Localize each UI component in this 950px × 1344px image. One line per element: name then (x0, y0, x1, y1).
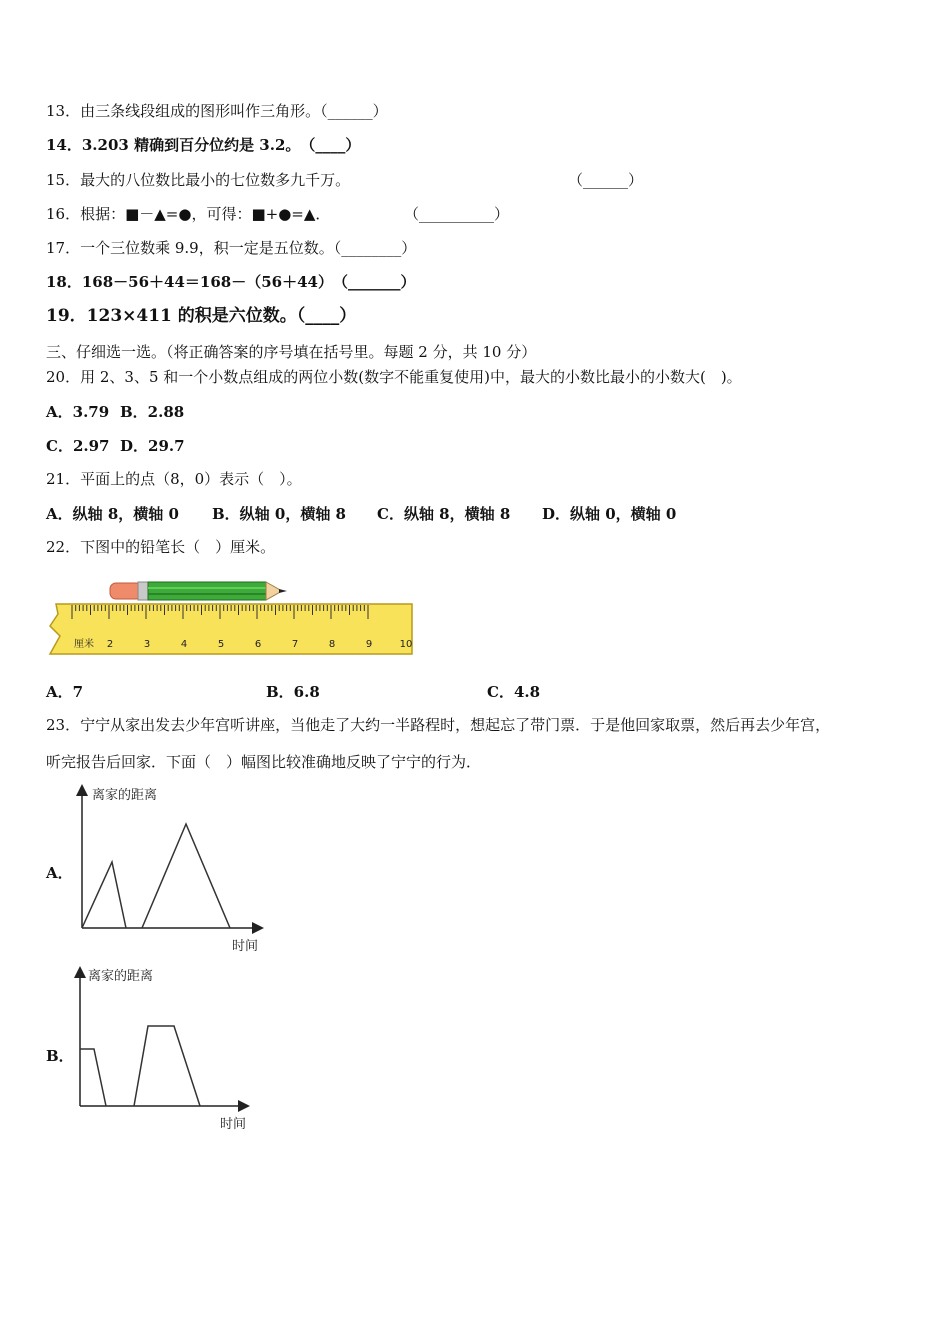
q22-option-a: A．7 (46, 683, 84, 701)
ruler-number: 9 (365, 639, 373, 650)
ruler-number: 10 (399, 639, 413, 650)
q21-option-c: C．纵轴 8，横轴 8 (377, 505, 511, 523)
graph-b-x-label: 时间 (220, 1117, 247, 1132)
question-17: 17．一个三位数乘 9.9，积一定是五位数。（________） (46, 239, 417, 257)
q21-option-b: B．纵轴 0，横轴 8 (212, 505, 346, 523)
graph-b-y-label: 离家的距离 (88, 969, 154, 984)
pencil-icon (110, 582, 287, 600)
question-22: 22．下图中的铅笔长（ ）厘米。 (46, 538, 276, 556)
question-15-blank: （______） (568, 171, 644, 189)
question-20: 20．用 2、3、5 和一个小数点组成的两位小数(数字不能重复使用)中，最大的小数比最小的小数大( )。 (46, 368, 742, 386)
q20-option-b: B．2.88 (120, 403, 185, 421)
graph-a-y-label: 离家的距离 (92, 788, 158, 803)
q21-option-d: D．纵轴 0，横轴 0 (542, 505, 677, 523)
question-19: 19．123×411 的积是六位数。（____） (46, 306, 357, 326)
ruler-number: 4 (180, 639, 188, 650)
q23-option-a-label: A． (46, 864, 73, 882)
graph-b-trip-2 (134, 1026, 200, 1106)
ruler-number: 5 (217, 639, 225, 650)
q20-option-d: D．29.7 (120, 437, 185, 455)
graph-b (68, 964, 258, 1136)
ruler-number: 2 (106, 639, 114, 650)
ruler-number: 6 (254, 639, 262, 650)
question-13: 13．由三条线段组成的图形叫作三角形。（______） (46, 102, 388, 120)
q22-option-b: B．6.8 (266, 683, 320, 701)
graph-a-trip-2 (142, 824, 230, 928)
ruler-number: 3 (143, 639, 151, 650)
question-21: 21．平面上的点（8，0）表示（ ）。 (46, 470, 302, 488)
question-23-line1: 23．宁宁从家出发去少年宫听讲座，当他走了大约一半路程时，想起忘了带门票．于是他回家取票，然后再去少年宫， (46, 716, 831, 734)
graph-a (70, 782, 270, 957)
question-23-line2: 听完报告后回家．下面（ ）幅图比较准确地反映了宁宁的行为． (46, 753, 482, 771)
ruler-unit-label: 厘米 (74, 639, 94, 650)
ruler-number: 7 (291, 639, 299, 650)
question-14: 14．3.203 精确到百分位约是 3.2。 （____） (46, 136, 361, 154)
question-18: 18．168－56＋44＝168－（56＋44） （_______） (46, 273, 416, 291)
ruler-number: 8 (328, 639, 336, 650)
q23-option-b-label: B． (46, 1047, 74, 1065)
q22-option-c: C．4.8 (487, 683, 541, 701)
q20-option-c: C．2.97 (46, 437, 110, 455)
question-15: 15．最大的八位数比最小的七位数多九千万。 (46, 171, 351, 189)
section-3-title: 三、仔细选一选。（将正确答案的序号填在括号里。每题 2 分，共 10 分） (46, 343, 537, 361)
graph-a-x-label: 时间 (232, 939, 259, 954)
graph-a-trip-1 (82, 862, 126, 928)
question-16-blank: （__________） (404, 205, 510, 223)
question-16: 16．根据：■－▲=●，可得：■+●=▲． (46, 205, 331, 223)
q21-option-a: A．纵轴 8，横轴 0 (46, 505, 179, 523)
graph-b-trip-1 (80, 1049, 106, 1106)
q20-option-a: A．3.79 (46, 403, 110, 421)
ruler-icon (50, 604, 412, 654)
pencil-ruler-figure (46, 576, 416, 658)
